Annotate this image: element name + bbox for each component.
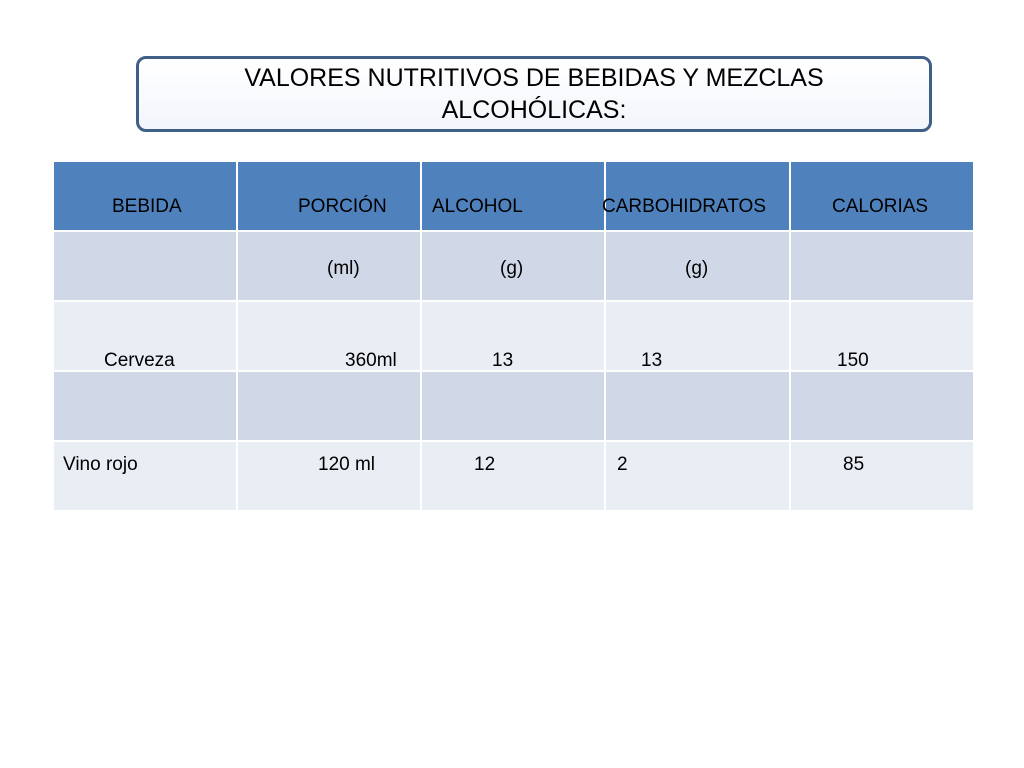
header-label: PORCIÓN <box>298 196 387 217</box>
cell-value: 85 <box>843 454 865 475</box>
cell-value: (ml) <box>327 258 360 279</box>
header-cell-bebida <box>53 161 237 231</box>
cell-value: 2 <box>617 454 628 475</box>
table-cell <box>53 231 237 301</box>
header-cell-porcion <box>237 161 421 231</box>
cell-value: Vino rojo <box>63 454 138 475</box>
table-header-row <box>53 161 974 231</box>
header-cell-calorias <box>790 161 974 231</box>
header-label: CARBOHIDRATOS <box>602 196 766 217</box>
cell-value: 150 <box>837 350 869 371</box>
table-cell <box>421 371 605 441</box>
cell-value: 120 ml <box>318 454 376 475</box>
table-row <box>53 231 974 301</box>
cell-value: 13 <box>492 350 514 371</box>
table-cell <box>53 301 237 371</box>
table-cell <box>53 441 237 511</box>
table-cell <box>237 371 421 441</box>
table-cell <box>421 231 605 301</box>
table-cell <box>605 231 790 301</box>
header-label: BEBIDA <box>112 196 182 217</box>
slide-title: VALORES NUTRITIVOS DE BEBIDAS Y MEZCLAS ALCOHÓLICAS: <box>244 64 824 124</box>
table-cell <box>237 231 421 301</box>
table-row <box>53 371 974 441</box>
table-cell <box>790 441 974 511</box>
title-box <box>136 56 932 132</box>
nutrition-table-container <box>52 160 973 513</box>
table-cell <box>53 371 237 441</box>
header-label: CALORIAS <box>832 196 929 217</box>
table-cell <box>790 231 974 301</box>
cell-value: 13 <box>641 350 663 371</box>
cell-value: (g) <box>685 258 709 279</box>
table-cell <box>237 301 421 371</box>
table-row <box>53 301 974 371</box>
header-cell-alcohol <box>421 161 605 231</box>
table-cell <box>790 371 974 441</box>
table-cell <box>790 301 974 371</box>
table-cell <box>237 441 421 511</box>
nutrition-table <box>52 160 975 512</box>
cell-value: Cerveza <box>104 350 175 371</box>
table-row <box>53 441 974 511</box>
header-cell-carbohidratos <box>602 161 790 231</box>
table-cell <box>605 301 790 371</box>
table-cell <box>421 441 605 511</box>
table-cell <box>421 301 605 371</box>
header-label: ALCOHOL <box>432 196 523 217</box>
table-cell <box>605 371 790 441</box>
cell-value: 12 <box>474 454 496 475</box>
table-cell <box>605 441 790 511</box>
cell-value: (g) <box>500 258 524 279</box>
cell-value: 360ml <box>345 350 397 371</box>
